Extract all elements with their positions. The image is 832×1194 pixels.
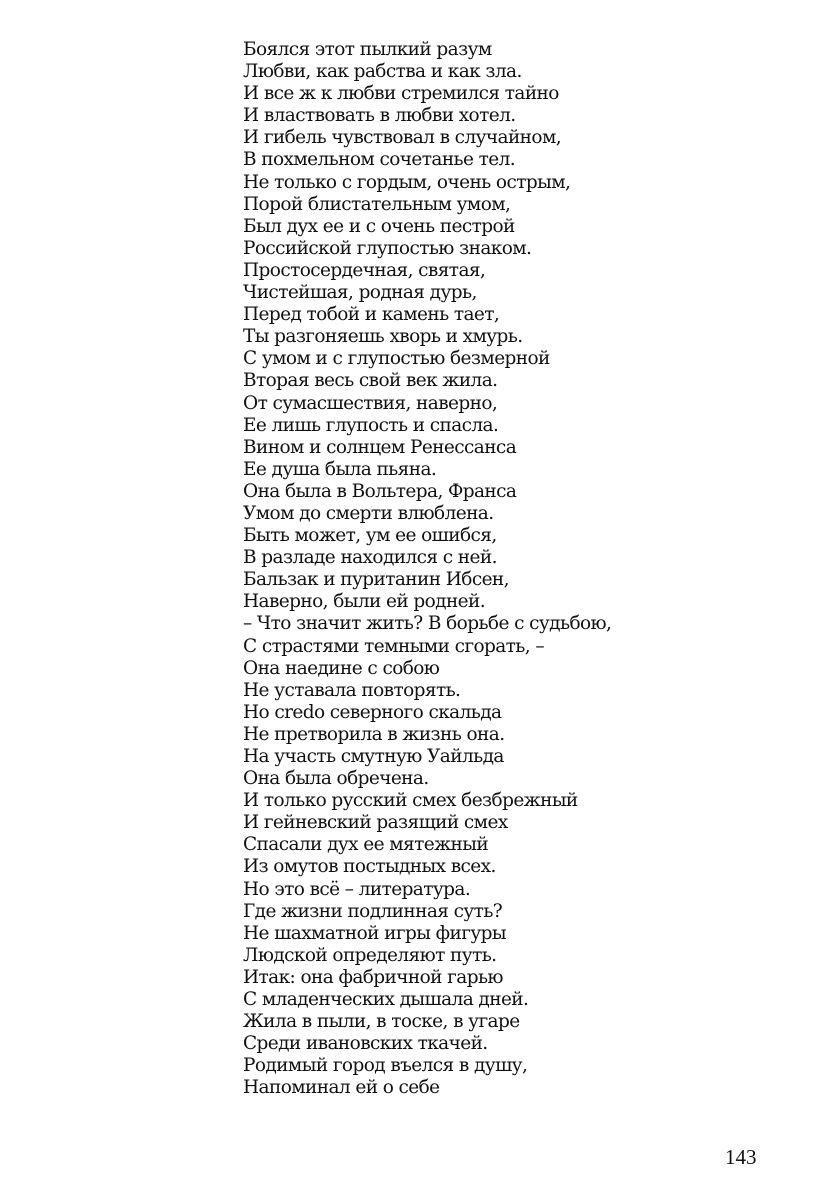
poem-line: Простосердечная, святая, <box>243 259 486 281</box>
poem-line: С страстями темными сгорать, – <box>243 635 544 657</box>
poem-line: Не уставала повторять. <box>243 679 461 701</box>
poem-line: В похмельном сочетанье тел. <box>243 149 516 171</box>
poem-line: Людской определяют путь. <box>243 944 497 966</box>
poem-line: Чистейшая, родная дурь, <box>243 282 477 304</box>
poem-line: И властвовать в любви хотел. <box>243 105 516 127</box>
poem-line: И гейневский разящий смех <box>243 812 508 834</box>
poem-line: Где жизни подлинная суть? <box>243 900 503 922</box>
poem-line: И гибель чувствовал в случайном, <box>243 127 562 149</box>
poem-line: Вином и солнцем Ренессанса <box>243 436 517 458</box>
poem-line: Перед тобой и камень тает, <box>243 304 500 326</box>
poem-line: Быть может, ум ее ошибся, <box>243 525 497 547</box>
poem-line: Напоминал ей о себе <box>243 1077 440 1099</box>
poem-line: Она была в Вольтера, Франса <box>243 480 517 502</box>
poem-line: Российской глупостью знаком. <box>243 237 532 259</box>
poem-line: Умом до смерти влюблена. <box>243 502 494 524</box>
poem-line: Наверно, были ей родней. <box>243 591 486 613</box>
poem-line: Среди ивановских ткачей. <box>243 1033 488 1055</box>
poem-line: Но это всё – литература. <box>243 878 471 900</box>
poem-text <box>243 39 803 1100</box>
poem-line: С умом и с глупостью безмерной <box>243 348 550 370</box>
poem-line: – Что значит жить? В борьбе с судьбою, <box>243 613 612 635</box>
poem-line: Она наедине с собою <box>243 657 440 679</box>
poem-line: Любви, как рабства и как зла. <box>243 61 522 83</box>
poem-line: Родимый город въелся в душу, <box>243 1055 528 1077</box>
poem-line: Ее лишь глупость и спасла. <box>243 414 499 436</box>
poem-line: Бальзак и пуританин Ибсен, <box>243 569 509 591</box>
page-number: 143 <box>725 1145 757 1169</box>
poem-line: Из омутов постыдных всех. <box>243 856 496 878</box>
poem-line: От сумасшествия, наверно, <box>243 392 498 414</box>
poem-line: Порой блистательным умом, <box>243 193 511 215</box>
poem-line: Был дух ее и с очень пестрой <box>243 215 515 237</box>
poem-line: В разладе находился с ней. <box>243 547 497 569</box>
poem-line: Вторая весь свой век жила. <box>243 370 498 392</box>
poem-line: Она была обречена. <box>243 768 429 790</box>
poem-line: И все ж к любви стремился тайно <box>243 83 559 105</box>
poem-line: Не только с гордым, очень острым, <box>243 171 571 193</box>
poem-line: Не претворила в жизнь она. <box>243 723 505 745</box>
poem-line: Но credo северного скальда <box>243 701 502 723</box>
poem-line: Жила в пыли, в тоске, в угаре <box>243 1011 520 1033</box>
poem-line: С младенческих дышала дней. <box>243 989 529 1011</box>
poem-line: Не шахматной игры фигуры <box>243 922 506 944</box>
poem-line: Ты разгоняешь хворь и хмурь. <box>243 326 523 348</box>
poem-line: Ее душа была пьяна. <box>243 458 437 480</box>
poem-line: Итак: она фабричной гарью <box>243 966 503 988</box>
poem-line: Спасали дух ее мятежный <box>243 834 489 856</box>
poem-line: На участь смутную Уайльда <box>243 746 504 767</box>
poem-line: И только русский смех безбрежный <box>243 790 578 812</box>
poem-line: Боялся этот пылкий разум <box>243 39 492 60</box>
